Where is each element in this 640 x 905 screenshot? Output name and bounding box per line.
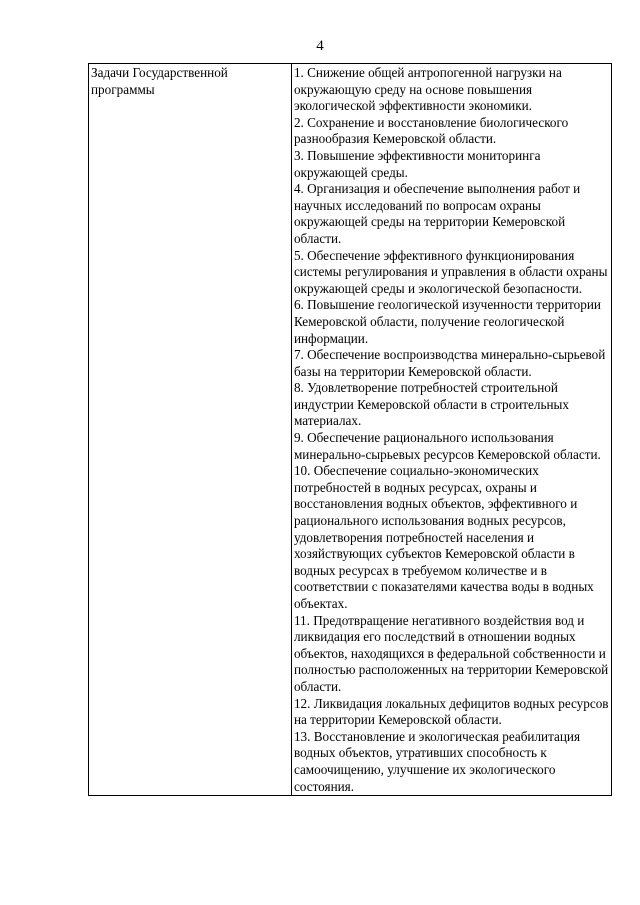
task-item-12: 12. Ликвидация локальных дефицитов водных ресурсов на территории Кемеровской области. [293, 695, 609, 728]
task-item-7: 7. Обеспечение воспроизводства минерально-сырьевой базы на территории Кемеровской области. [293, 347, 606, 379]
task-item-11: 11. Предотвращение негативного воздействия вод и ликвидация его последствий в отношении водных объектов, находящихся в федеральной собственности и полностью расположенных на территории Кемеровской области. [293, 612, 609, 694]
table-row [89, 64, 612, 796]
task-item-5: 5. Обеспечение эффективного функционирования системы регулирования и управления в области охраны окружающей среды и экологической безопасности. [293, 247, 608, 296]
task-item-6: 6. Повышение геологической изученности территории Кемеровской области, получение геологической информации. [293, 297, 601, 346]
tasks-cell [291, 64, 611, 796]
task-item-3: 3. Повышение эффективности мониторинга окружающей среды. [293, 147, 541, 180]
task-item-9: 9. Обеспечение рационального использования минерально-сырьевых ресурсов Кемеровской области. [293, 430, 601, 462]
task-item-4: 4. Организация и обеспечение выполнения работ и научных исследований по вопросам охраны окружающей среды на территории Кемеровской области. [293, 181, 581, 246]
task-item-13: 13. Восстановление и экологическая реабилитация водных объектов, утративших способность к самоочищению, улучшение их экологического состояния. [293, 728, 581, 794]
task-item-10: 10. Обеспечение социально-экономических потребностей в водных ресурсах, охраны и восстановления водных объектов, эффективного и рационального использования водных ресурсов, удовлетворения потребностей населения и хозяйствующих субъектов Кемеровской области в водных ресурсах в требуемом количестве и в соответствии с показателями качества воды в водных объектах. [293, 463, 594, 611]
task-item-1: 1. Снижение общей антропогенной нагрузки на окружающую среду на основе повышения экологической эффективности экономики. [293, 65, 562, 114]
page-number: 4 [316, 38, 324, 54]
program-tasks-table [88, 63, 612, 796]
task-item-2: 2. Сохранение и восстановление биологического разнообразия Кемеровской области. [293, 114, 569, 147]
task-item-8: 8. Удовлетворение потребностей строительной индустрии Кемеровской области в строительных материалах. [293, 380, 570, 429]
row-label: Задачи Государственной программы [91, 65, 228, 97]
row-label-cell [89, 64, 292, 796]
